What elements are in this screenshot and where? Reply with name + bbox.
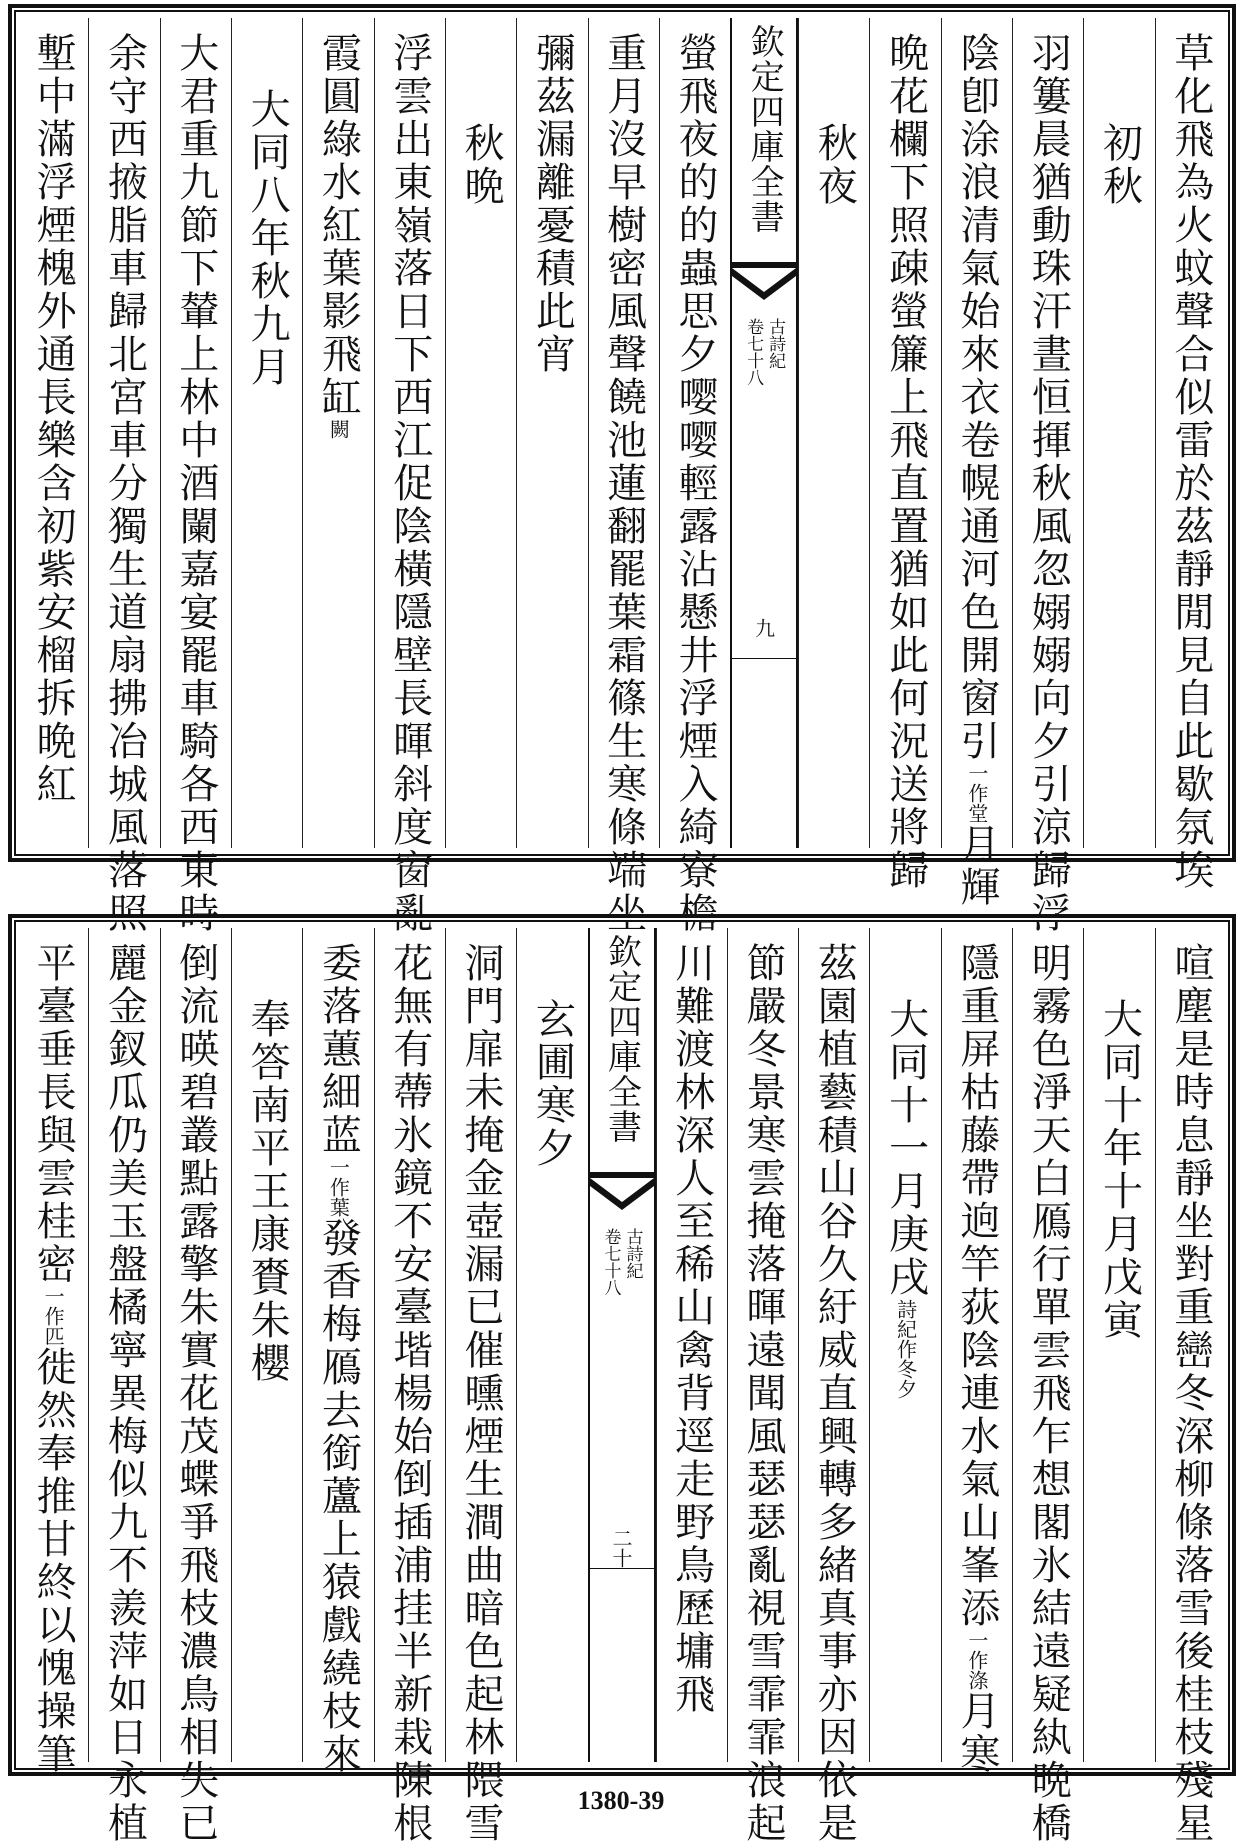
annotation-note: 一作堂 — [964, 763, 989, 823]
text-column — [302, 928, 373, 1776]
fish-tail-mark-icon — [732, 262, 796, 302]
text-column — [1012, 928, 1083, 1845]
text-column — [1012, 18, 1083, 935]
text-column — [727, 928, 798, 1845]
column-main-text: 洞門扉未掩金壺漏已催曛煙生澗曲暗色起林隈雪 — [458, 942, 505, 1845]
text-column — [941, 18, 1012, 909]
column-text — [1012, 32, 1084, 935]
volume-label-line: 古詩紀 — [622, 1228, 643, 1279]
text-column — [374, 18, 445, 935]
column-main-text: 重月沒早樹密風聲饒池蓮翻罷葉霜篠生寒條端坐 — [600, 32, 647, 935]
text-column — [869, 18, 940, 892]
text-column — [88, 18, 159, 935]
column-text — [588, 32, 660, 935]
column-main-text: 羽簍晨猶動珠汗晝恒揮秋風忽嫋嫋向夕引涼歸浮 — [1025, 32, 1072, 935]
column-text — [445, 942, 517, 1845]
annotation-note: 一作匹 — [41, 1286, 66, 1346]
column-text — [659, 32, 731, 935]
column-main-text: 玄圃寒夕 — [529, 998, 576, 1170]
book-title: 欽定四庫全書 — [601, 934, 642, 1144]
column-grid — [18, 18, 1226, 935]
column-main-text: 茲園植藝積山谷久紆威直興轉多緒真事亦因依是 — [811, 942, 858, 1845]
leaf-number: 九 — [751, 618, 776, 638]
column-main-text: 草化飛為火蚊聲合似雷於茲靜閒見自此歇氛埃 — [1167, 32, 1214, 892]
text-column — [18, 18, 88, 848]
column-main-text: 大同八年秋九月 — [244, 88, 291, 389]
column-main-text: 螢飛夜的的蟲思夕嘤嘤輕露沾懸井浮煙入綺寮檐 — [671, 32, 718, 935]
text-column — [302, 18, 373, 848]
column-main-text: 明霧色淨天白鴈行單雲飛乍想閣氷結遠疑紈晩橋 — [1025, 942, 1072, 1845]
column-main-text: 彌茲漏離憂積此宵 — [529, 32, 576, 376]
column-text — [1155, 32, 1227, 892]
text-column — [1083, 18, 1154, 848]
column-text — [445, 122, 517, 208]
column-text — [374, 942, 446, 1845]
column-main-text: 喧塵是時息靜坐對重巒冬深柳條落雪後桂枝殘星 — [1167, 942, 1214, 1845]
volume-label-line: 古詩紀 — [765, 318, 786, 369]
text-column — [231, 928, 302, 1762]
column-text — [17, 32, 89, 806]
text-column — [18, 928, 88, 1776]
column-text — [516, 32, 588, 376]
fish-tail-mark-icon — [590, 1172, 654, 1212]
column-text — [231, 88, 303, 389]
text-column — [1083, 928, 1154, 1762]
column-main-text: 隱重屏枯藤帶逈竿荻陰連水氣山峯添 — [953, 942, 1000, 1630]
column-text — [160, 32, 232, 935]
volume-label — [743, 318, 785, 386]
center-fold-column — [588, 928, 656, 1762]
annotation-note: 詩紀作冬夕 — [893, 1299, 918, 1399]
text-column — [445, 928, 516, 1845]
book-title: 欽定四庫全書 — [744, 24, 785, 234]
text-column — [588, 18, 659, 935]
column-text — [231, 998, 303, 1385]
column-main-text: 節嚴冬景寒雲掩落暉遠聞風瑟瑟亂視雪霏霏浪起 — [739, 942, 786, 1845]
volume-label-line: 卷七十八 — [743, 318, 764, 386]
column-main-text: 川難渡林深人至稀山禽背逕走野鳥歷墉飛 — [668, 942, 715, 1716]
text-column — [798, 928, 869, 1845]
text-column — [516, 18, 587, 848]
divider — [590, 1568, 654, 1569]
column-text — [870, 32, 942, 892]
column-text — [798, 942, 870, 1845]
column-text — [302, 32, 374, 439]
column-text — [941, 942, 1013, 1776]
column-tail-text: 月寒 — [953, 1690, 1000, 1776]
text-column — [1155, 18, 1226, 892]
column-text — [88, 942, 160, 1845]
text-column — [659, 18, 730, 935]
column-main-text: 晩花欄下照疎螢簾上飛直置猶如此何況送將歸 — [882, 32, 929, 892]
column-text — [1084, 998, 1156, 1342]
text-column — [941, 928, 1012, 1776]
volume-label-line: 卷七十八 — [600, 1228, 621, 1296]
column-text — [941, 32, 1013, 909]
text-column — [160, 18, 231, 935]
column-text — [870, 998, 942, 1399]
column-main-text: 浮雲出東嶺落日下西江促陰橫隱壁長暉斜度窗亂 — [386, 32, 433, 935]
column-main-text: 大同十年十月戊寅 — [1096, 998, 1143, 1342]
column-text — [302, 942, 374, 1776]
column-text — [17, 942, 89, 1776]
column-main-text: 倒流暎碧叢點露擎朱實花茂蝶爭飛枝濃鳥相失已 — [172, 942, 219, 1845]
text-column — [656, 928, 727, 1762]
annotation-note: 一作葉 — [326, 1157, 351, 1217]
column-main-text: 平臺垂長與雲桂密 — [30, 942, 77, 1286]
column-main-text: 秋夜 — [811, 122, 858, 208]
column-main-text: 花無有蔕氷鏡不安臺堦楊始倒插浦挂半新栽陳根 — [386, 942, 433, 1845]
column-text — [656, 942, 728, 1716]
leaf-number: 二十 — [609, 1528, 633, 1568]
column-text — [88, 32, 160, 935]
text-column — [231, 18, 302, 848]
column-main-text: 委落蕙細蓝 — [315, 942, 362, 1157]
page-top — [8, 4, 1236, 935]
column-main-text: 初秋 — [1096, 122, 1143, 208]
text-column — [798, 18, 869, 848]
annotation-note: 一作涤 — [964, 1630, 989, 1690]
page-number: 1380-39 — [577, 1786, 665, 1815]
text-column — [445, 18, 516, 848]
column-text — [1012, 942, 1084, 1845]
column-tail-text: 徙然奉推甘終以愧操筆 — [30, 1346, 77, 1776]
column-text — [374, 32, 446, 935]
column-main-text: 塹中滿浮煙槐外通長樂含初紫安榴拆晩紅 — [30, 32, 77, 806]
column-main-text: 麗金釵瓜仍美玉盤橘寧異梅似九不羨萍如日永植 — [101, 942, 148, 1845]
column-text — [516, 998, 588, 1170]
text-column — [374, 928, 445, 1845]
text-column — [160, 928, 231, 1845]
center-fold-column — [730, 18, 798, 848]
text-column — [88, 928, 159, 1845]
divider — [732, 658, 796, 659]
column-tail-text: 發香梅鴈去銜蘆上猿戲繞枝來 — [315, 1217, 362, 1776]
annotation-note: 闕 — [326, 419, 351, 439]
column-main-text: 陰卽涂浪清氣始來衣卷幌通河色開窗引 — [953, 32, 1000, 763]
column-main-text: 秋晩 — [458, 122, 505, 208]
column-main-text: 大同十一月庚戌 — [882, 998, 929, 1299]
column-main-text: 奉答南平王康賚朱櫻 — [244, 998, 291, 1385]
column-tail-text: 月輝 — [953, 823, 1000, 909]
column-text — [798, 122, 870, 208]
column-main-text: 余守西掖脂車歸北宮車分獨生道扇拂冶城風落照 — [101, 32, 148, 935]
column-text — [1155, 942, 1227, 1845]
column-text — [160, 942, 232, 1845]
column-text — [727, 942, 799, 1845]
column-main-text: 大君重九節下輦上林中酒闌嘉宴罷車騎各西東時 — [172, 32, 219, 935]
volume-label — [601, 1228, 643, 1296]
text-column — [1155, 928, 1226, 1845]
column-text — [1084, 122, 1156, 208]
text-column — [869, 928, 940, 1762]
column-main-text: 霞圓綠水紅葉影飛缸 — [315, 32, 362, 419]
text-column — [516, 928, 587, 1762]
